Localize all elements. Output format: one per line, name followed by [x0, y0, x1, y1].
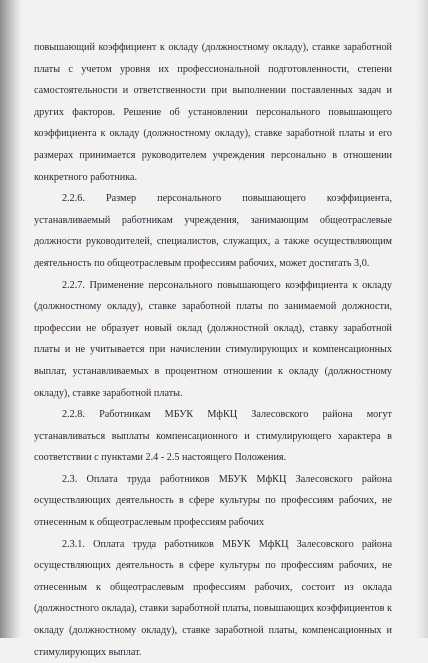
- scan-edge-shadow: [414, 0, 428, 638]
- document-page: [34, 37, 392, 663]
- paragraph-2-2-7: 2.2.7. Применение персонального повышающего коэффициента к окладу (должностному окладу), ставке заработной платы по занимаемой должности, профессии не образует новый оклад (должностной оклад), ставку заработной платы и не учитывается при начислении стимулирующих и компенсационных выплат, устанавливаемых в процентном отношении к окладу (должностному окладу), ставке заработной платы.: [34, 279, 392, 399]
- paragraph-2-2-6: 2.2.6. Размер персонального повышающего коэффициента, устанавливаемый работникам учреждения, занимающим общеотраслевые должности руководителей, специалистов, служащих, а также осуществляющим деятельность по общеотраслевым профессиям рабочих, может достигать 3,0.: [34, 193, 392, 269]
- paragraph-2-2-8: 2.2.8. Работникам МБУК МфКЦ Залесовского района могут устанавливаться выплаты компенсационного и стимулирующего характера в соответствии с пунктами 2.4 - 2.5 настоящего Положения.: [34, 409, 392, 464]
- paragraph-2-3: 2.3. Оплата труда работников МБУК МфКЦ Залесовского района осуществляющих деятельность в сфере культуры по профессиям рабочих, не отнесенным к общеотраслевым профессиям рабочих: [34, 473, 392, 529]
- paragraph-2-3-1: 2.3.1. Оплата труда работников МБУК МфКЦ Залесовского района осуществляющих деятельность в сфере культуры по профессиям рабочих, не отнесенным к общеотраслевым профессиям рабочих, состоит из оклада (должностного оклада), ставки заработной платы, повышающих коэффициентов к окладу (должностному окладу), ставке заработной платы, компенсационных и стимулирующих выплат.: [34, 538, 392, 658]
- scan-binding-shadow: [0, 0, 22, 638]
- paragraph-continuation: повышающий коэффициент к окладу (должностному окладу), ставке заработной платы с учетом уровня их профессиональной подготовленности, степени самостоятельности и ответственности при выполнении поставленных задач и других факторов. Решение об установлении персонального повышающего коэффициента к окладу (должностному окладу), ставке заработной платы и его размерах принимается руководителем учреждения персонально в отношении конкретного работника.: [34, 42, 392, 183]
